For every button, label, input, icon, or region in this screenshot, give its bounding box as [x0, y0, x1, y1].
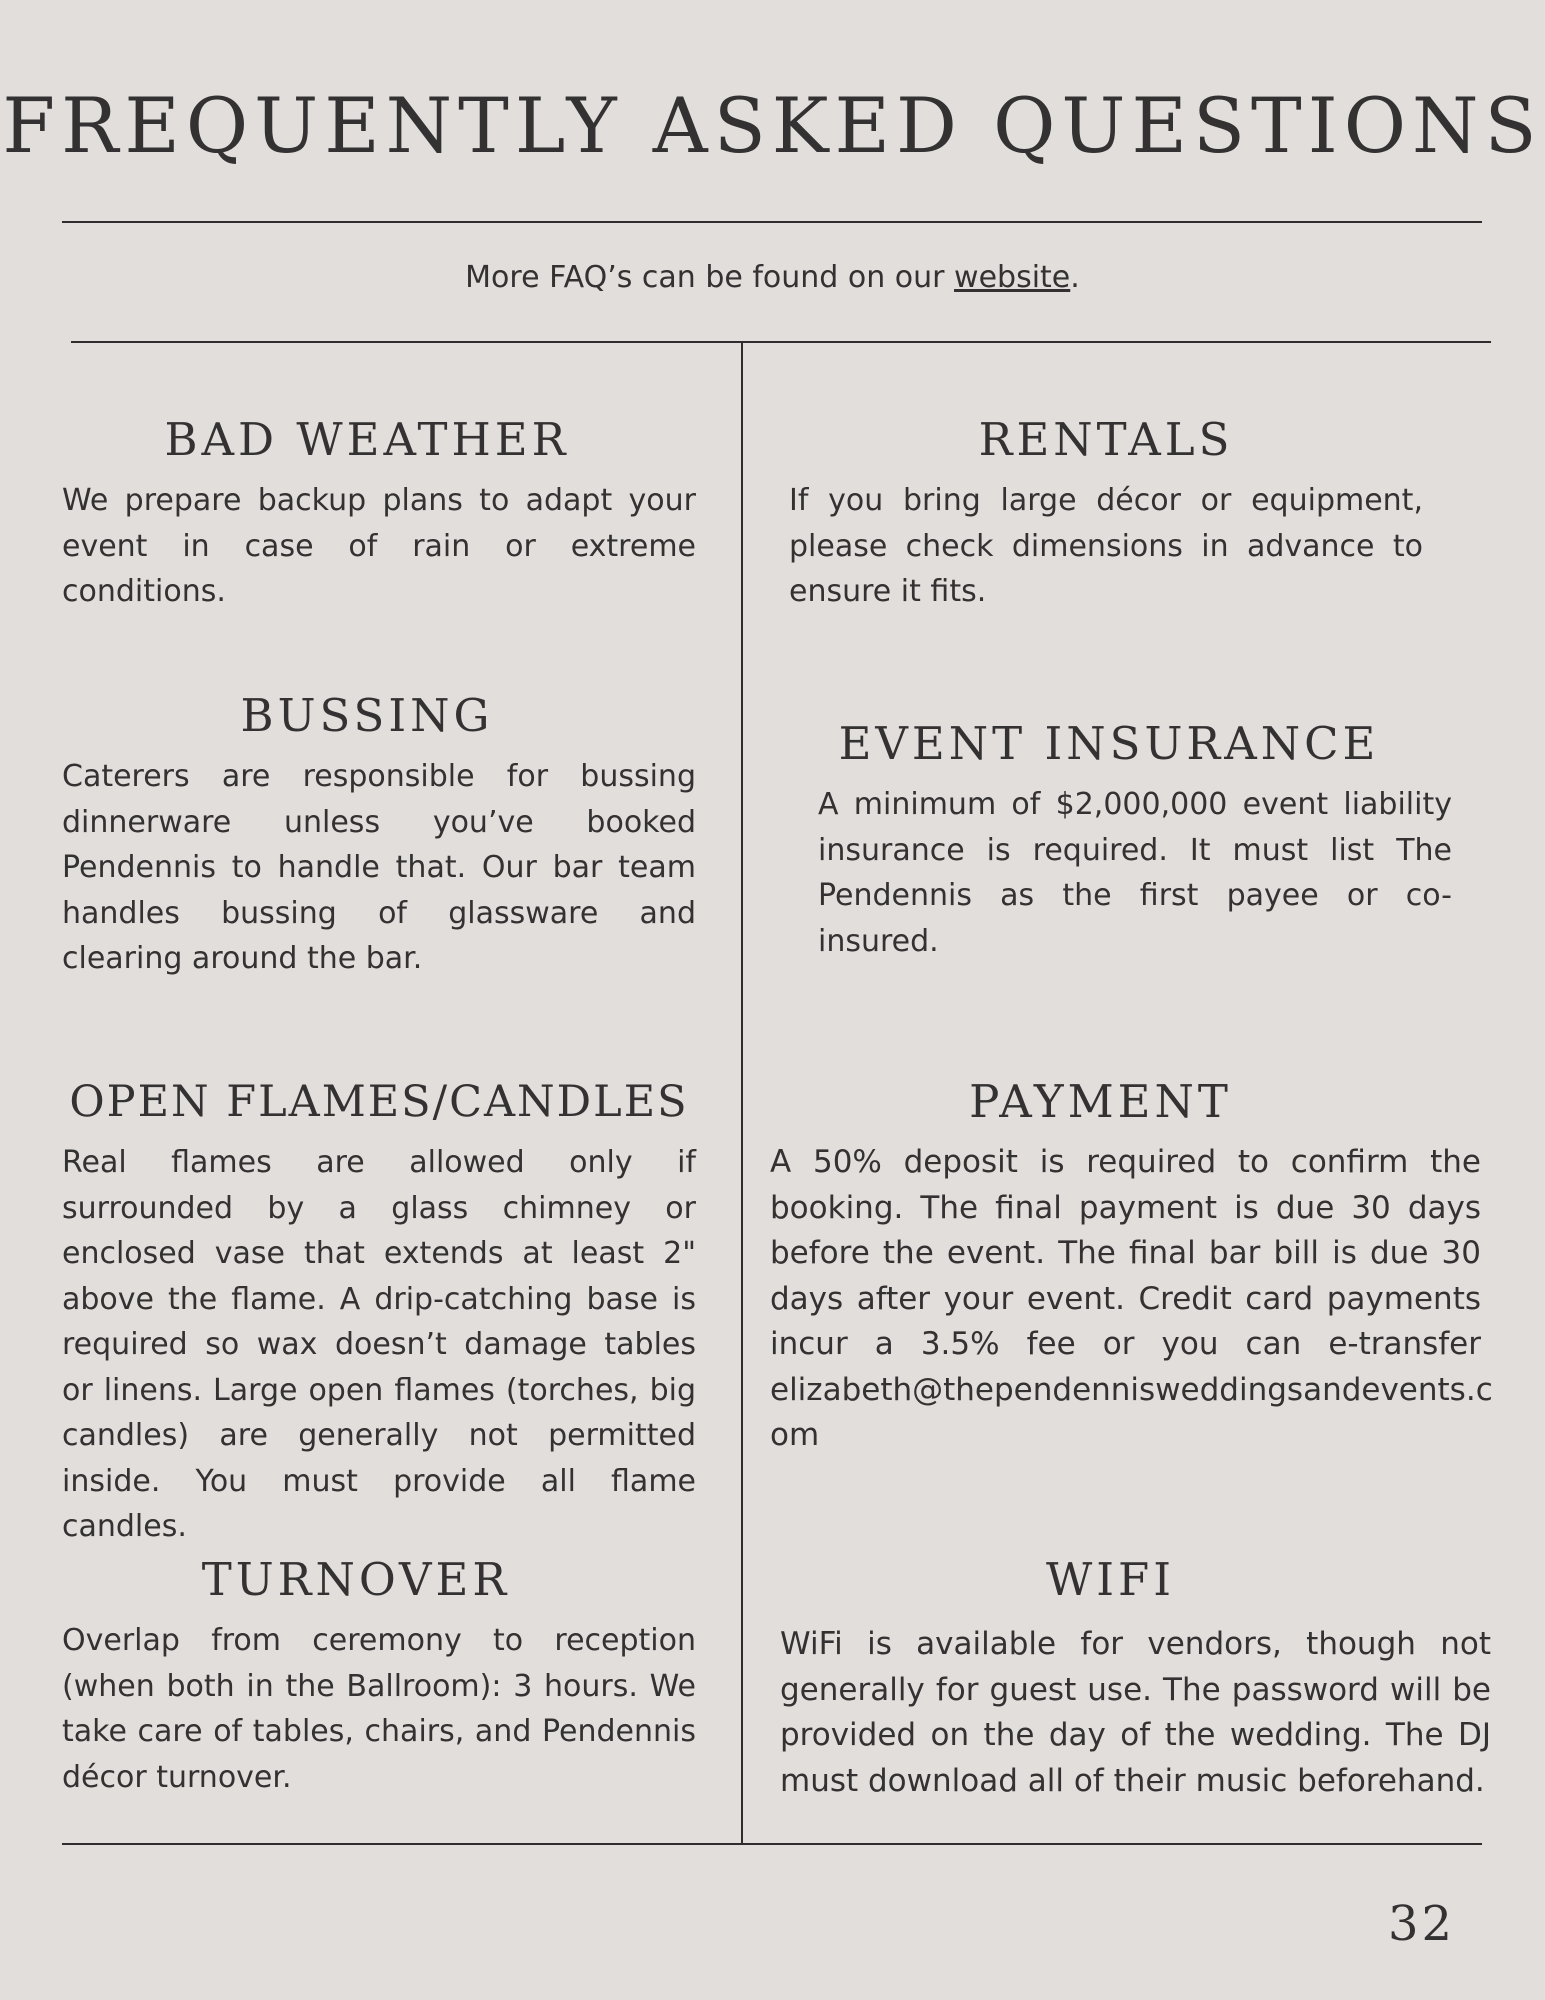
faq-rentals — [789, 412, 1423, 615]
faq-body: We prepare backup plans to adapt your event in case of rain or extreme conditions. — [62, 483, 696, 609]
faq-heading: EVENT INSURANCE — [838, 717, 1380, 770]
subtitle-text: More FAQ’s can be found on our — [465, 260, 955, 295]
faq-body: A 50% deposit is required to confirm the booking. The final payment is due 30 days before the event. The final bar bill is due 30 days after your event. Credit card payments incur a 3.5% fee or you can e-transfer elizabeth@thependennisweddingsandevents.c om — [770, 1144, 1493, 1453]
faq-heading: BUSSING — [240, 689, 494, 742]
subtitle-period: . — [1070, 260, 1080, 295]
faq-body: Caterers are responsible for bussing dinnerware unless you’ve booked Pendennis to handle that. Our bar team handles bussing of glassware and clearing around the bar. — [62, 759, 696, 976]
bottom-divider — [62, 1843, 1482, 1845]
faq-wifi — [780, 1552, 1491, 1804]
faq-heading: BAD WEATHER — [164, 413, 570, 466]
faq-open-flames — [56, 1074, 702, 1550]
faq-heading: OPEN FLAMES/CANDLES — [69, 1077, 689, 1127]
faq-heading: PAYMENT — [969, 1075, 1232, 1128]
faq-heading: WIFI — [1045, 1553, 1176, 1606]
faq-body: A minimum of $2,000,000 event liability insurance is required. It must list The Pendennis as the first payee or co-insured. — [818, 787, 1452, 959]
subtitle — [0, 258, 1545, 298]
faq-body: If you bring large décor or equipment, please check dimensions in advance to ensure it fits. — [789, 483, 1423, 609]
website-link[interactable]: website — [954, 260, 1071, 295]
page-number: 32 — [1388, 1896, 1456, 1952]
title-divider — [62, 221, 1482, 223]
faq-event-insurance — [818, 716, 1452, 964]
faq-body: Overlap from ceremony to reception (when both in the Ballroom): 3 hours. We take care of tables, chairs, and Pendennis décor turnover. — [62, 1623, 696, 1795]
subtitle-divider — [71, 341, 1491, 343]
faq-payment — [770, 1074, 1493, 1459]
faq-bussing — [62, 688, 696, 982]
faq-heading: TURNOVER — [201, 1553, 511, 1606]
faq-bad-weather — [62, 412, 696, 615]
faq-turnover — [62, 1552, 696, 1800]
faq-body: WiFi is available for vendors, though not generally for guest use. The password will be provided on the day of the wedding. The DJ must download all of their music beforehand. — [780, 1626, 1491, 1799]
column-divider — [741, 341, 743, 1845]
faq-body: Real flames are allowed only if surrounded by a glass chimney or enclosed vase that extends at least 2" above the flame. A drip-catching base is required so wax doesn’t damage tables or linens. Large open flames (torches, big candles) are generally not permitted inside. You must provide all flame candles. — [62, 1145, 696, 1544]
faq-heading: RENTALS — [978, 413, 1234, 466]
page-title: FREQUENTLY ASKED QUESTIONS — [2, 81, 1543, 170]
